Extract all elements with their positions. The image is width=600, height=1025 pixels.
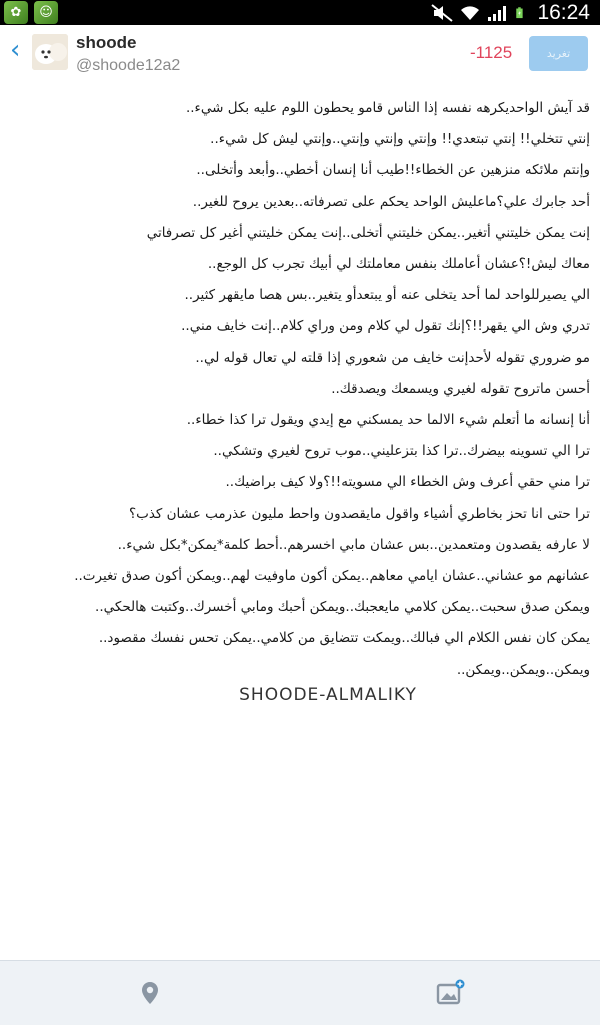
tweet-text-line: الي يصيرللواحد لما أحد يتخلى عنه أو يبتعدأو يتغير..بس هصا مايقهر كثير.. <box>184 287 590 304</box>
status-bar <box>0 0 600 25</box>
tweet-text-line: عشانهم مو عشاني..عشان ايامي معاهم..يمكن أكون ماوفيت لهم..ويمكن أكون صدق تغيرت.. <box>74 568 590 584</box>
clock: 16:24 <box>537 0 590 24</box>
tweet-text-line: مو ضروري تقوله لأحدإنت خايف من شعوري إذا قلته لي تعال قوله لي.. <box>195 349 590 366</box>
tweet-text-line: معاك ليش!؟عشان أعاملك بنفس معاملتك لي أبيك تجرب كل الوجع.. <box>207 256 590 272</box>
tweet-text-line: ويمكن..ويمكن..ويمكن.. <box>456 661 590 678</box>
signal-icon <box>487 4 509 22</box>
tweet-text-line: إنت يمكن خليتني أتغير..يمكن خليتني أتخلى..إنت يمكن خليتني أغير كل تصرفاتي <box>146 224 590 241</box>
avatar[interactable] <box>32 34 68 70</box>
tweet-text-line: أنا إنسانه ما أتعلم شيء الالما حد يمسكني مع إيدي ويقول ترا كذا خطاء.. <box>186 412 590 428</box>
display-name: shoode <box>76 33 137 52</box>
avatar-image <box>32 34 68 70</box>
wifi-icon <box>459 4 481 22</box>
app-notification-icon: ✿ <box>4 1 28 24</box>
tweet-text-line: إنتي تتخلي!! إنتي تبتعدي!! وإنتي وإنتي وإنتي..وإنتي ليش كل شيء.. <box>210 131 590 148</box>
compose-toolbar <box>0 960 600 1025</box>
chevron-left-icon[interactable]: ‹ <box>10 35 21 65</box>
compose-header <box>0 25 600 82</box>
tweet-text-line: تدري وش الي يقهر!!؟إنك تقول لي كلام ومن وراي كلام..إنت خايف مني.. <box>181 318 590 335</box>
tweet-text-line: قد آيش الواحديكرهه نفسه إذا الناس قامو يحطون اللوم عليه بكل شيء.. <box>185 100 590 116</box>
tweet-text-line: أحسن ماتروح تقوله لغيري ويسمعك ويصدقك.. <box>331 380 590 397</box>
character-counter: -1125 <box>470 43 513 62</box>
tweet-text-line: أحد جابرك علي؟ماعليش الواحد يحكم على تصرفاته..بعدين يروح للغير.. <box>192 193 590 210</box>
tweet-text-area[interactable] <box>0 94 600 714</box>
tweet-text-line: يمكن كان نفس الكلام الي فبالك..ويمكت تتضايق من كلامي..يمكن تحس نفسك مقصود.. <box>98 630 590 647</box>
tweet-text-line: ترا مني حقي أعرف وش الخطاء الي مسويته!!؟ولا كيف براضيك.. <box>225 474 590 491</box>
tweet-text-line: ترا الي تسوينه بيضرك..ترا كذا بتزعليني..موب تروح لغيري وتشكي.. <box>213 443 590 460</box>
add-photo-icon[interactable] <box>436 979 466 1005</box>
user-handle: @shoode12a2 <box>76 57 181 74</box>
battery-icon <box>515 4 529 22</box>
tweet-text-line: ويمكن صدق سحبت..يمكن كلامي مايعجبك..ويمكن أحبك ومابي أخسرك..وكتبت هالحكي.. <box>95 599 590 616</box>
tweet-text-line: وإنتم ملائكه منزهين عن الخطاء!!طيب أنا إنسان أخطي..وأبعد وأتخلى.. <box>196 162 590 179</box>
signature-text: SHOODE-ALMALIKY <box>239 685 417 705</box>
tweet-text-line: لا عارفه يقصدون ومتعمدين..بس عشان مابي اخسرهم..أحط كلمة*يمكن*بكل شيء.. <box>117 536 590 553</box>
mute-icon <box>431 4 453 22</box>
tweet-button[interactable]: تغريد <box>529 36 588 71</box>
tweet-text-line: ترا حتى انا تحز بخاطري أشياء واقول مايقصدون واحط مليون عذرمب عشان كذب؟ <box>128 505 590 522</box>
app-notification-icon: ☺ <box>34 1 58 24</box>
location-pin-icon[interactable] <box>139 981 161 1005</box>
